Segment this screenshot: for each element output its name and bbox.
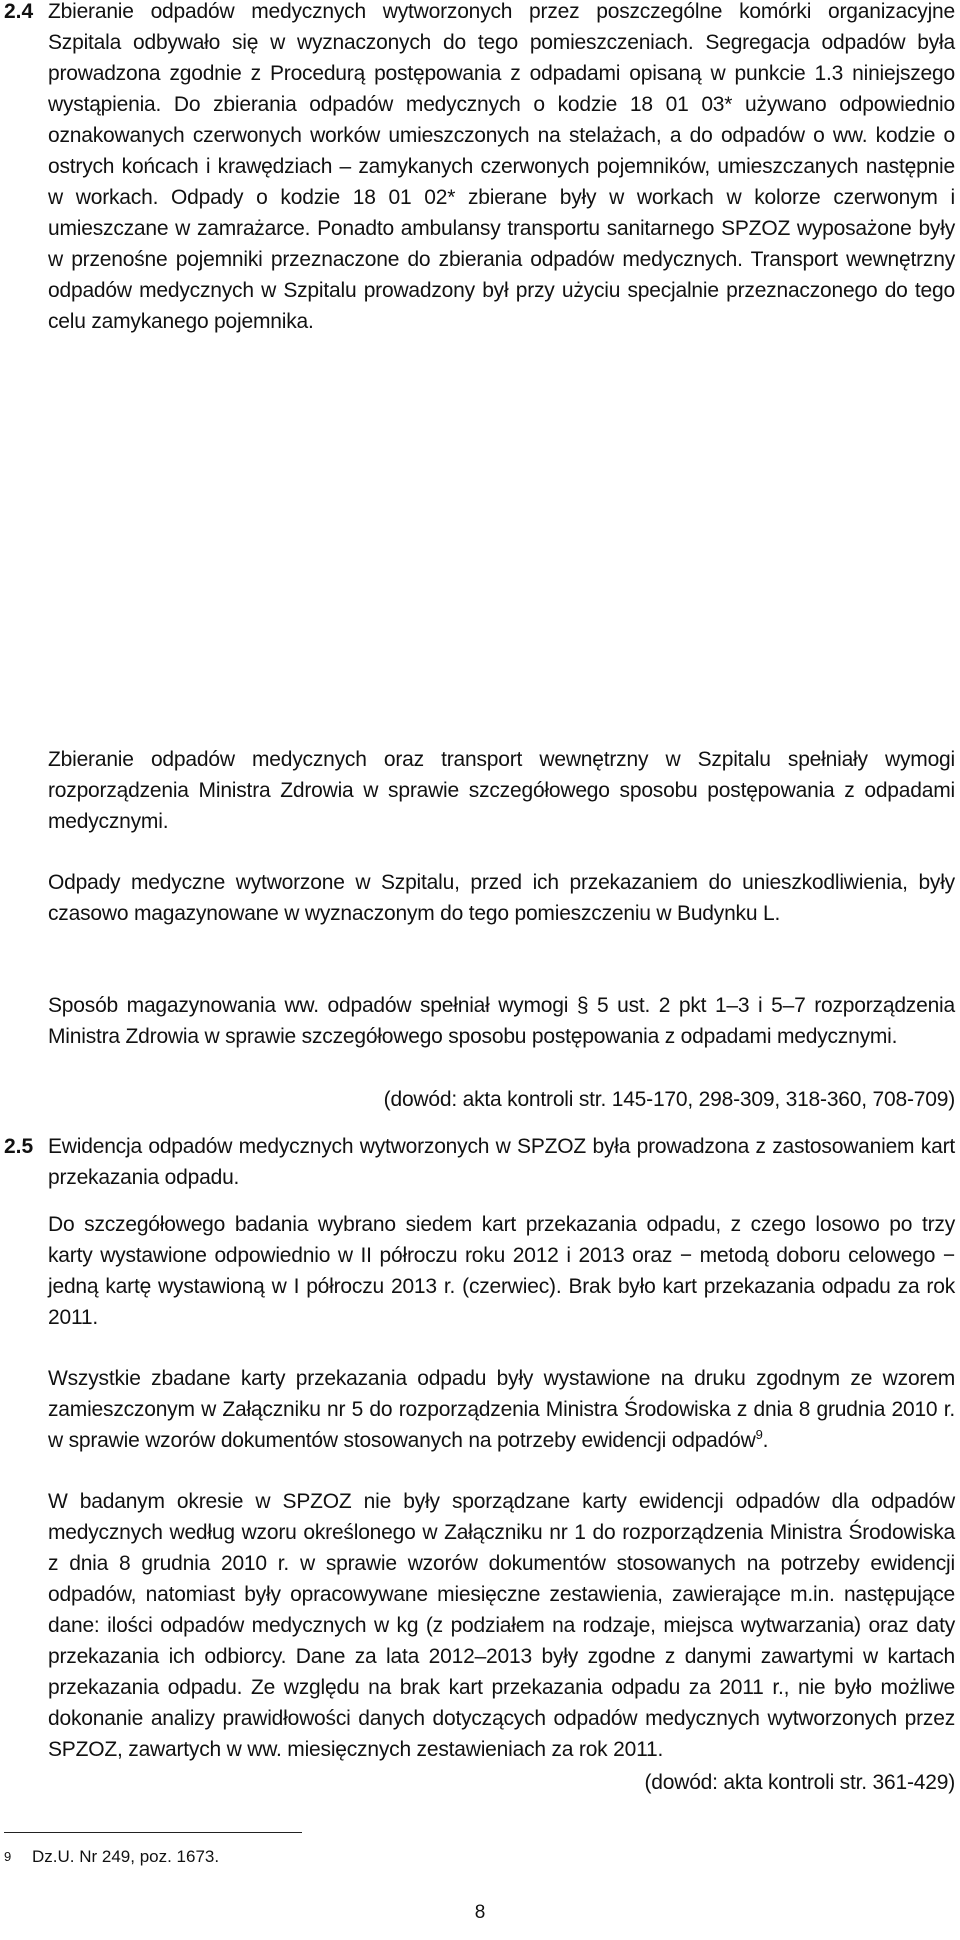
section-2-5-paragraph-1: Ewidencja odpadów medycznych wytworzonych w SPZOZ była prowadzona z zastosowaniem kart przekazania odpadu. <box>48 1135 955 1189</box>
footnote-reference: 9 <box>755 1427 763 1442</box>
section-2-5-paragraph-3-text: Wszystkie zbadane karty przekazania odpadu były wystawione na druku zgodnym ze wzorem zamieszczonym w Załączniku nr 5 do rozporządzenia Ministra Środowiska z dnia 8 grudnia 2010 r. w sprawie wzorów dokumentów stosowanych na potrzeby ewidencji odpadów <box>48 1367 955 1452</box>
section-2-4-paragraph-3: Odpady medyczne wytworzone w Szpitalu, przed ich przekazaniem do unieszkodliwienia, były czasowo magazynowane w wyznaczonym do tego pomieszczeniu w Budynku L. <box>48 871 955 925</box>
section-number-2-5: 2.5 <box>4 1135 34 1158</box>
section-2-4-paragraph-1: Zbieranie odpadów medycznych wytworzonych przez poszczególne komórki organizacyjne Szpitala odbywało się w wyznaczonych do tego pomieszczeniach. Segregacja odpadów była prowadzona zgodnie z Procedurą postępowania z odpadami opisaną w punkcie 1.3 niniejszego wystąpienia. Do zbierania odpadów medycznych o kodzie 18 01 03* używano odpowiednio oznakowanych czerwonych worków umieszczonych na stelażach, a do odpadów o ww. kodzie o ostrych końcach i krawędziach – zamykanych czerwonych pojemników, umieszczanych następnie w workach. Odpady o kodzie 18 01 02* zbierane były w workach w kolorze czerwonym i umieszczane w zamrażarce. Ponadto ambulansy transportu sanitarnego SPZOZ wyposażone były w przenośne pojemniki przeznaczone do zbierania odpadów medycznych. Transport wewnętrzny odpadów medycznych w Szpitalu prowadzony był przy użyciu specjalnie przeznaczonego do tego celu zamykanego pojemnika. <box>48 0 955 333</box>
footnote-separator <box>4 1832 302 1833</box>
footnote <box>4 1846 219 1868</box>
section-2-4-paragraph-2: Zbieranie odpadów medycznych oraz transport wewnętrzny w Szpitalu spełniały wymogi rozporządzenia Ministra Zdrowia w sprawie szczegółowego sposobu postępowania z odpadami medycznymi. <box>48 748 955 833</box>
section-2-5-paragraph-3 <box>48 1363 955 1456</box>
section-number-2-4: 2.4 <box>4 0 34 23</box>
footnote-text: Dz.U. Nr 249, poz. 1673. <box>32 1847 220 1866</box>
section-2-5-evidence: (dowód: akta kontroli str. 361-429) <box>644 1771 955 1794</box>
section-2-5-paragraph-2: Do szczegółowego badania wybrano siedem kart przekazania odpadu, z czego losowo po trzy karty wystawione odpowiednio w II półroczu roku 2012 i 2013 oraz − metodą doboru celowego − jedną kartę wystawioną w I półroczu 2013 r. (czerwiec). Brak było kart przekazania odpadu za rok 2011. <box>48 1213 955 1329</box>
section-2-4-paragraph-4: Sposób magazynowania ww. odpadów spełniał wymogi § 5 ust. 2 pkt 1–3 i 5–7 rozporządzenia Ministra Zdrowia w sprawie szczegółowego sposobu postępowania z odpadami medycznymi. <box>48 994 955 1048</box>
section-2-4-evidence: (dowód: akta kontroli str. 145-170, 298-309, 318-360, 708-709) <box>383 1088 955 1111</box>
section-2-5-paragraph-3-end: . <box>762 1429 769 1452</box>
section-2-5-paragraph-4: W badanym okresie w SPZOZ nie były sporządzane karty ewidencji odpadów dla odpadów medycznych według wzoru określonego w Załączniku nr 1 do rozporządzenia Ministra Środowiska z dnia 8 grudnia 2010 r. w sprawie wzorów dokumentów stosowanych na potrzeby ewidencji odpadów, natomiast były opracowywane miesięczne zestawienia, zawierające m.in. następujące dane: ilości odpadów medycznych w kg (z podziałem na rodzaje, miejsca wytwarzania) oraz daty przekazania ich odbiorcy. Dane za lata 2012–2013 były zgodne z danymi zawartymi w kartach przekazania odpadu. Ze względu na brak kart przekazania odpadu za 2011 r., nie było możliwe dokonanie analizy prawidłowości danych dotyczących odpadów medycznych wytworzonych przez SPZOZ, zawartych w ww. miesięcznych zestawieniach za rok 2011. <box>48 1490 955 1761</box>
page-number: 8 <box>474 1902 486 1923</box>
footnote-mark: 9 <box>4 1849 12 1864</box>
